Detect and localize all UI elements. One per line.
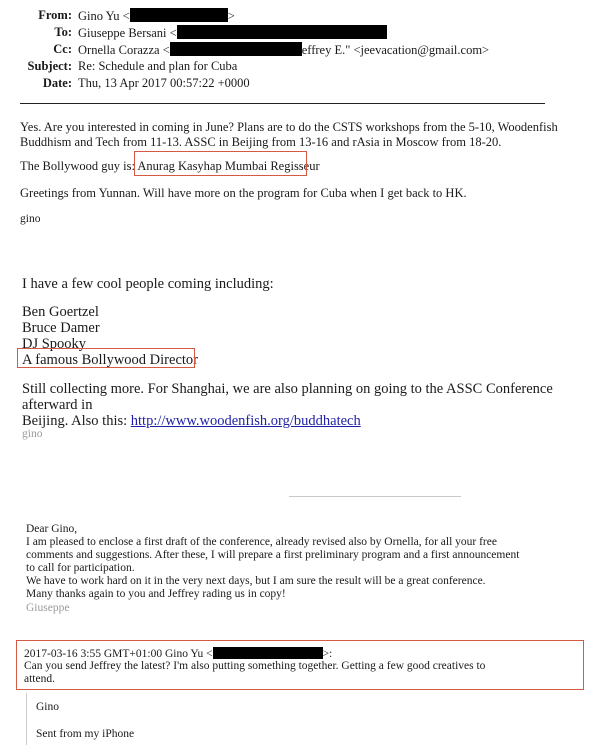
header-divider [20,103,545,104]
collect-line: Still collecting more. For Shanghai, we are also planning on going to the ASSC Conference afterward in [22,381,553,413]
highlight-box [17,348,195,368]
quoted1-signature: gino [22,428,43,440]
bollywood-name: Anurag Kasyhap Mumbai Regisseur [137,159,320,173]
quoted3-body [24,660,485,686]
redaction-bar [213,647,323,659]
to-value: Giuseppe Bersani < [78,25,387,41]
redaction-bar [170,42,302,56]
sent-from-line: Sent from my iPhone [36,728,135,740]
reply-signature: gino [20,213,41,225]
list-item: A famous Bollywood Director [22,352,198,368]
list-item: Bruce Damer [22,320,100,336]
date-label: Date: [42,76,72,90]
quoted2-line: I am pleased to enclose a first draft of the conference, already revised also by Ornella, for all your free [26,536,497,548]
quoted2-line: Many thanks again to you and Jeffrey rading us in copy! [26,588,286,600]
collect-line: Beijing. Also this: http://www.woodenfish.org/buddhatech [22,413,361,429]
quoted3-attribution: 2017-03-16 3:55 GMT+01:00 Gino Yu < >: [24,648,333,660]
date-value: Thu, 13 Apr 2017 00:57:22 +0000 [78,76,250,90]
from-label: From: [38,8,72,22]
to-label: To: [54,25,72,39]
collecting-paragraph [22,381,600,429]
separator-line [289,496,461,497]
buddhatech-link[interactable]: http://www.woodenfish.org/buddhatech [130,413,361,429]
cc-label: Cc: [53,42,72,56]
reply-line: Buddhism and Tech from 11-13. ASSC in Beijing from 13-16 and rAsia in Moscow from 18-20. [20,135,502,149]
quoted2-line: We have to work hard on it in the very next days, but I am sure the result will be a great conference. [26,575,486,587]
greetings-line: Greetings from Yunnan. Will have more on the program for Cuba when I get back to HK. [20,186,467,200]
quoted3-line: Can you send Jeffrey the latest? I'm also putting something together. Getting a few good creatives to [24,660,486,672]
redaction-bar [130,8,228,22]
list-item: Ben Goertzel [22,304,99,320]
quoted3-line: attend. [24,673,55,685]
subject-value: Re: Schedule and plan for Cuba [78,59,238,73]
cc-value: Ornella Corazza < effrey E." <jeevacation@gmail.com> [78,43,490,57]
quoted2-line: comments and suggestions. After these, I will prepare a first preliminary program and a first announcement [26,549,520,561]
redaction-bar [177,25,387,39]
quoted2-signature: Giuseppe [26,602,70,614]
quoted1-intro: I have a few cool people coming including: [22,276,274,292]
quoted3-signature: Gino [36,701,59,713]
subject-label: Subject: [27,59,72,73]
from-value: Gino Yu < > [78,9,235,23]
reply-line: Yes. Are you interested in coming in June? Plans are to do the CSTS workshops from the 5-10, Woodenfish [20,120,558,134]
reply-paragraph [20,120,558,150]
quoted2-greeting: Dear Gino, [26,523,78,535]
highlight-box [134,151,307,176]
bollywood-prefix: The Bollywood guy is: [20,159,135,173]
quote-bar [26,693,27,745]
quoted2-body [26,536,519,601]
quoted2-line: to call for participation. [26,562,135,574]
list-item: DJ Spooky [22,336,87,352]
